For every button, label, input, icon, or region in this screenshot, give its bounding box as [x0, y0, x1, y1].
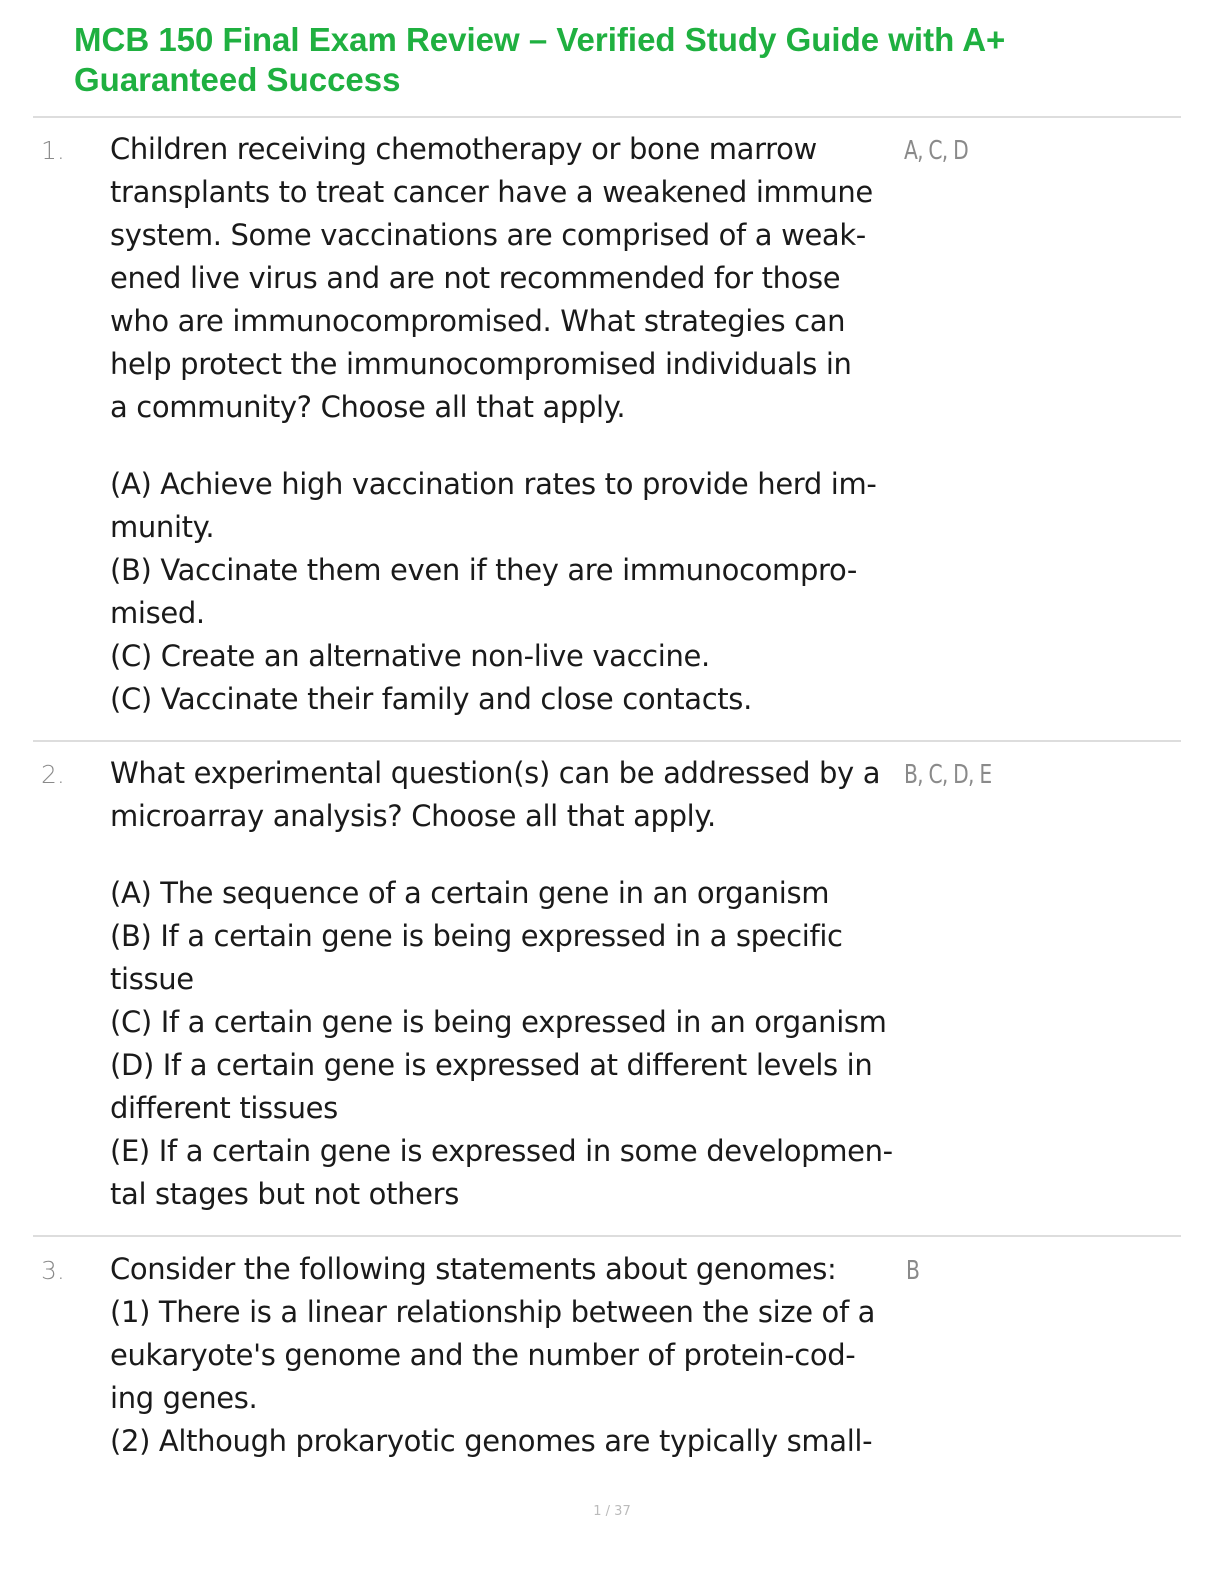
option-line: (B) Vaccinate them even if they are immunocompro- — [110, 553, 857, 587]
option-line: tissue — [110, 962, 194, 996]
divider — [33, 1235, 1181, 1237]
divider — [33, 116, 1181, 118]
answer-key: B, C, D, E — [904, 760, 992, 790]
option-line: (D) If a certain gene is expressed at different levels in — [110, 1048, 873, 1082]
stem-line: help protect the immunocompromised individuals in — [110, 347, 852, 381]
stem-line: system. Some vaccinations are comprised of a weak- — [110, 218, 866, 252]
stem-line: Consider the following statements about genomes: — [110, 1252, 837, 1286]
stem-line: ened live virus and are not recommended for those — [110, 261, 841, 295]
question-number: 3. — [41, 1256, 65, 1285]
option-line: (A) The sequence of a certain gene in an organism — [110, 876, 830, 910]
option-line: (C) Create an alternative non-live vaccine. — [110, 639, 710, 673]
option-line: (E) If a certain gene is expressed in some developmen- — [110, 1134, 893, 1168]
answer-key: A, C, D — [904, 136, 968, 166]
option-line: (A) Achieve high vaccination rates to provide herd im- — [110, 467, 877, 501]
stem-line: transplants to treat cancer have a weakened immune — [110, 175, 873, 209]
answer-key: B — [906, 1256, 920, 1286]
stem-line: (2) Although prokaryotic genomes are typically small- — [110, 1424, 873, 1458]
stem-line: eukaryote's genome and the number of protein-cod- — [110, 1338, 856, 1372]
question-number: 2. — [41, 760, 65, 789]
option-line: tal stages but not others — [110, 1177, 459, 1211]
option-line: (C) If a certain gene is being expressed in an organism — [110, 1005, 887, 1039]
option-line: mised. — [110, 596, 205, 630]
option-line: different tissues — [110, 1091, 338, 1125]
stem-line: (1) There is a linear relationship between the size of a — [110, 1295, 876, 1329]
question-body — [110, 1248, 910, 1463]
divider — [33, 740, 1181, 742]
question-body — [110, 752, 910, 1216]
page-indicator: 1 / 37 — [593, 1504, 631, 1519]
title-line-2: Guaranteed Success — [74, 61, 401, 98]
question-number: 1. — [41, 136, 65, 165]
option-line: (C) Vaccinate their family and close contacts. — [110, 682, 752, 716]
option-line: munity. — [110, 510, 215, 544]
question-body — [110, 128, 910, 721]
title-line-1: MCB 150 Final Exam Review – Verified Study Guide with A+ — [74, 21, 1006, 58]
document-title — [74, 20, 1154, 100]
stem-line: What experimental question(s) can be addressed by a — [110, 756, 881, 790]
stem-line: Children receiving chemotherapy or bone marrow — [110, 132, 817, 166]
stem-line: a community? Choose all that apply. — [110, 390, 626, 424]
option-line: (B) If a certain gene is being expressed in a specific — [110, 919, 843, 953]
stem-line: microarray analysis? Choose all that apply. — [110, 799, 716, 833]
stem-line: ing genes. — [110, 1381, 258, 1415]
stem-line: who are immunocompromised. What strategies can — [110, 304, 846, 338]
